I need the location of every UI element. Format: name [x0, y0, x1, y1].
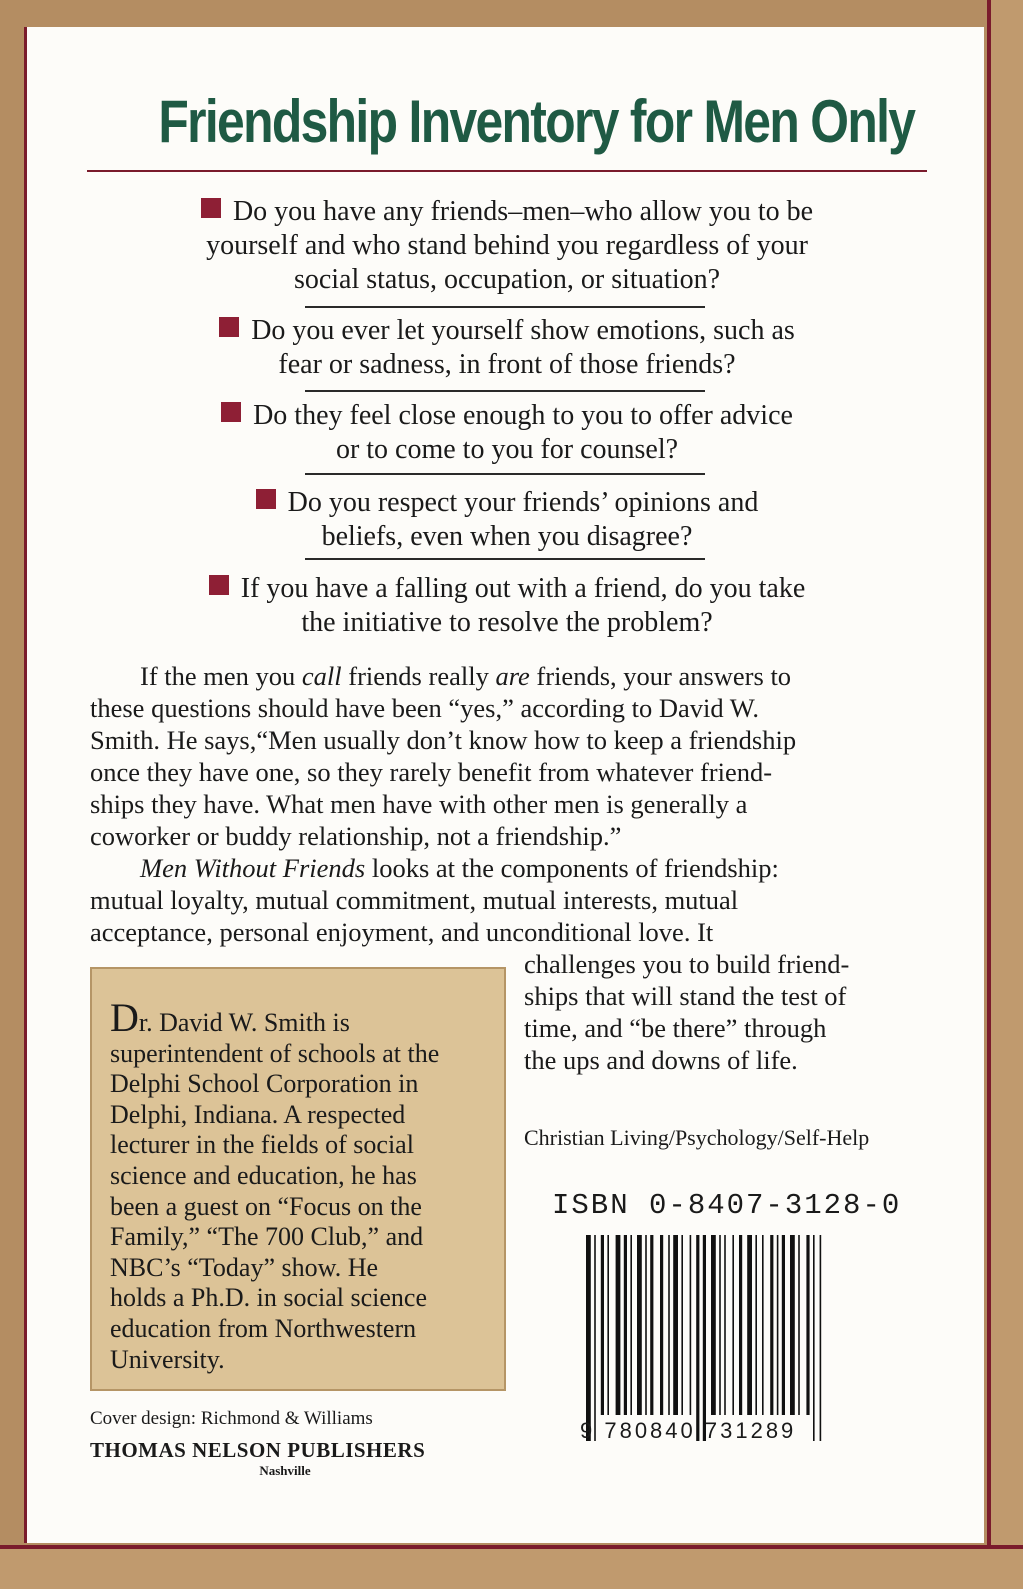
question-line: or to come to you for counsel? — [335, 434, 679, 465]
drop-cap: D — [110, 995, 139, 1040]
barcode-bar — [681, 1235, 683, 1415]
question-divider — [305, 473, 705, 475]
paragraph-line: these questions should have been “yes,” according to David W. — [90, 693, 759, 723]
barcode-bar — [719, 1235, 721, 1415]
question-line: yourself and who stand behind you regardless of your — [206, 230, 808, 261]
square-bullet-icon — [221, 402, 241, 422]
paragraph-line: time, and “be there” through — [524, 1013, 827, 1043]
barcode-bar — [782, 1235, 785, 1415]
barcode-bar — [650, 1235, 653, 1415]
question-line: the initiative to resolve the problem? — [301, 607, 713, 638]
question-2 — [107, 314, 907, 382]
bio-line: Family,” “The 700 Club,” and — [110, 1222, 424, 1252]
author-bio — [110, 995, 500, 1375]
cover-frame-bottom — [0, 1545, 1023, 1589]
question-divider — [305, 558, 705, 560]
paragraph-line: once they have one, so they rarely benefit from whatever friend- — [90, 757, 773, 787]
barcode-bar — [624, 1235, 627, 1415]
square-bullet-icon — [209, 575, 229, 595]
paragraph-line: If the men you call friends really are friends, your answers to — [140, 661, 792, 691]
paragraph-line: Men Without Friends looks at the components of friendship: — [140, 853, 779, 883]
question-divider — [305, 306, 705, 308]
publisher-name: THOMAS NELSON PUBLISHERS — [90, 1438, 426, 1462]
bio-line: University. — [110, 1344, 225, 1374]
barcode-bar — [724, 1235, 726, 1415]
paragraph-line: ships that will stand the test of — [524, 981, 847, 1011]
paragraph-line: mutual loyalty, mutual commitment, mutual interests, mutual — [90, 885, 739, 915]
barcode-bar — [798, 1235, 800, 1415]
question-line: social status, occupation, or situation? — [293, 264, 721, 295]
book-category: Christian Living/Psychology/Self-Help — [524, 1125, 870, 1150]
barcode-icon — [582, 1235, 870, 1441]
question-line: fear or sadness, in front of those friends? — [278, 349, 736, 380]
barcode-bar — [747, 1235, 752, 1415]
barcode-bar — [630, 1235, 632, 1415]
bio-line: science and education, he has — [110, 1160, 417, 1190]
paragraph-line: challenges you to build friend- — [524, 949, 850, 979]
title-rule — [87, 170, 927, 172]
bio-line: education from Northwestern — [110, 1313, 417, 1343]
barcode-bar — [601, 1235, 604, 1415]
question-line: If you have a falling out with a friend, do you take — [107, 572, 907, 606]
barcode-bar — [586, 1235, 591, 1441]
paragraph-line: ships they have. What men have with other men is generally a — [90, 789, 748, 819]
barcode-bar — [732, 1235, 734, 1415]
bio-line: been a guest on “Focus on the — [110, 1191, 422, 1221]
page-title: Friendship Inventory for Men Only — [158, 88, 915, 155]
paragraph-line: Smith. He says,“Men usually don’t know how to keep a friendship — [90, 725, 797, 755]
question-1 — [107, 195, 907, 297]
bio-line: Delphi School Corporation in — [110, 1069, 419, 1099]
barcode-bar — [607, 1235, 609, 1415]
barcode-bar — [762, 1235, 764, 1415]
barcode-bar — [616, 1235, 621, 1415]
question-3 — [107, 399, 907, 467]
paragraph-line: acceptance, personal enjoyment, and unconditional love. It — [90, 917, 714, 947]
bio-line: superintendent of schools at the — [110, 1038, 440, 1068]
question-divider — [305, 390, 705, 392]
barcode-bar — [703, 1235, 706, 1441]
square-bullet-icon — [201, 198, 221, 218]
question-line: Do you ever let yourself show emotions, such as — [107, 314, 907, 348]
barcode-bar — [696, 1235, 699, 1441]
barcode-bar — [594, 1235, 596, 1441]
question-4 — [107, 486, 907, 554]
barcode-bar — [645, 1235, 647, 1415]
cover-frame-right — [987, 0, 1023, 1589]
bio-line: NBC’s “Today” show. He — [110, 1252, 379, 1282]
cover-design-credit: Cover design: Richmond & Williams — [90, 1408, 373, 1429]
bio-line: lecturer in the fields of social — [110, 1130, 414, 1160]
bio-line: Dr. David W. Smith is — [110, 995, 350, 1040]
book-title: Men Without Friends — [140, 853, 366, 883]
question-line: Do they feel close enough to you to offer advice — [107, 399, 907, 433]
square-bullet-icon — [256, 489, 276, 509]
barcode-bar — [637, 1235, 642, 1415]
question-line: Do you respect your friends’ opinions and — [107, 486, 907, 520]
barcode-bar — [790, 1235, 795, 1415]
barcode-bar — [711, 1235, 716, 1415]
barcode-bar — [777, 1235, 779, 1415]
paragraph-line: the ups and downs of life. — [524, 1045, 798, 1075]
question-5 — [107, 572, 907, 640]
back-cover-panel — [24, 27, 984, 1543]
publisher-city: Nashville — [259, 1463, 311, 1478]
bio-line: Delphi, Indiana. A respected — [110, 1099, 406, 1129]
barcode-bar — [739, 1235, 742, 1415]
square-bullet-icon — [219, 317, 239, 337]
bio-line: holds a Ph.D. in social science — [110, 1283, 427, 1313]
barcode-bar — [668, 1235, 670, 1415]
barcode-bar — [806, 1235, 809, 1415]
barcode-bar — [660, 1235, 663, 1415]
isbn: ISBN 0-8407-3128-0 — [552, 1189, 902, 1222]
barcode-bar — [690, 1235, 692, 1415]
barcode-bar — [820, 1235, 822, 1441]
barcode-digits: 9 780840 731289 — [580, 1418, 797, 1443]
author-bio-box — [90, 967, 506, 1391]
barcode-bar — [673, 1235, 678, 1415]
barcode-bar — [770, 1235, 773, 1415]
barcode-bar — [755, 1235, 757, 1415]
question-line: Do you have any friends–men–who allow you to be — [107, 195, 907, 229]
paragraph-line: coworker or buddy relationship, not a friendship.” — [90, 821, 622, 851]
question-line: beliefs, even when you disagree? — [321, 521, 693, 552]
barcode-bar — [813, 1235, 815, 1441]
